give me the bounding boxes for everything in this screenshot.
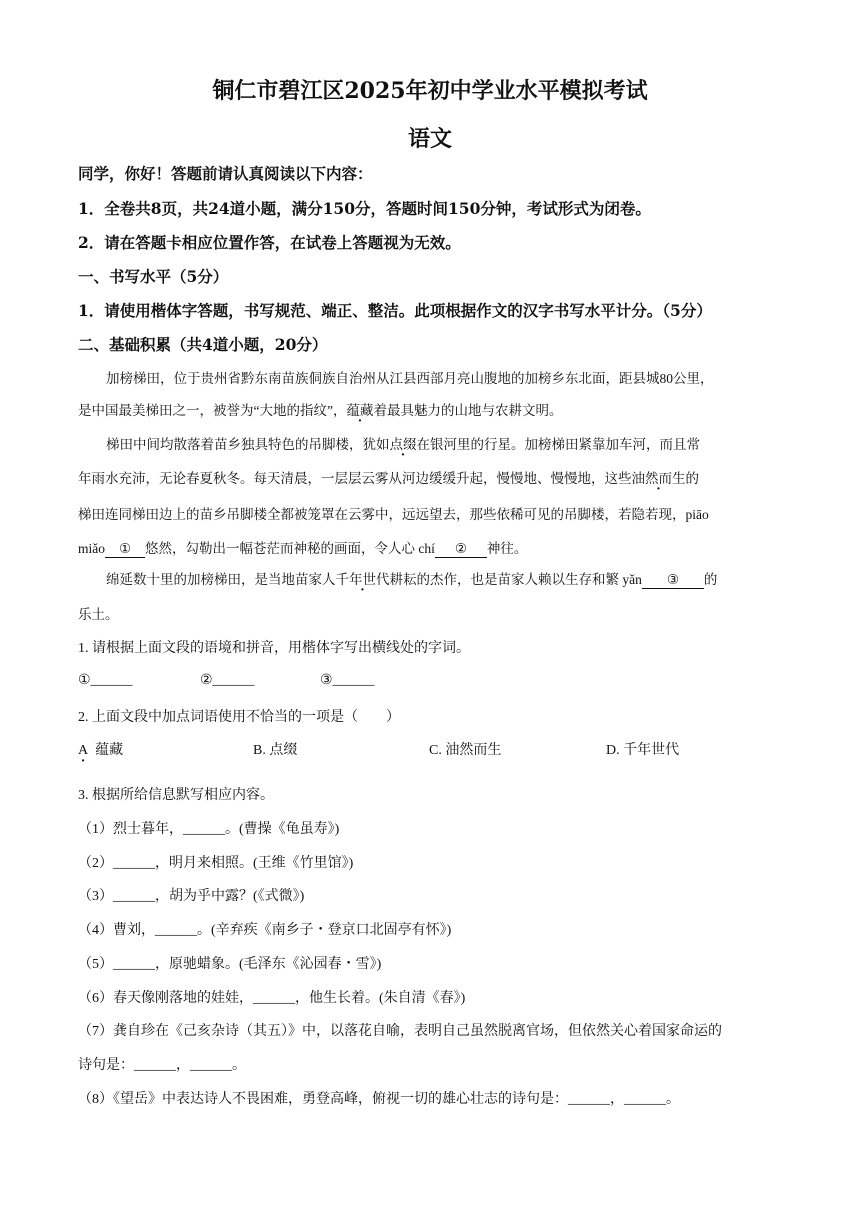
instruction-item-1: 1．全卷共8页，共24道小题，满分150分，答题时间150分钟，考试形式为闭卷。 (78, 199, 651, 218)
passage-text: 梯田中间均散落着苗乡独具特色的吊脚楼，犹如 (106, 437, 390, 452)
passage-p1-line2 (78, 399, 562, 419)
question-3-item-4: （4）曹刘，______。(辛弃疾《南乡子・登京口北固亭有怀》) (78, 923, 452, 938)
passage-text: 悠然，勾勒出一幅苍茫而神秘的画面，令人心 chí (145, 541, 435, 556)
fill-blank-2: ② (435, 541, 487, 558)
option-label: A · (78, 743, 88, 759)
question-3-item-7-line-2: 诗句是：______，______。 (78, 1058, 246, 1073)
question-3-item-3: （3）______，胡为乎中露？(《式微》) (78, 889, 305, 904)
fill-blank-1: ① (105, 541, 145, 558)
passage-p3-line2: 乐土。 (78, 607, 119, 622)
exam-title: 铜仁市碧江区2025年初中学业水平模拟考试 (212, 78, 648, 104)
question-3-item-6: （6）春天像刚落地的娃娃，______，他生长着。(朱自清《春》) (78, 991, 466, 1006)
question-2-option-a (78, 739, 123, 759)
option-text: 蕴藏 (95, 743, 124, 758)
section-2-heading: 二、基础积累（共4道小题，20分） (78, 335, 328, 354)
question-3-item-8: （8）《望岳》中表达诗人不畏困难，勇登高峰，俯视一切的雄心壮志的诗句是：______，______。 (78, 1092, 680, 1107)
passage-text: 是中国最美梯田之一，被誉为“大地的指纹”， (78, 403, 347, 418)
emphasized-word: 蕴藏 (346, 403, 374, 418)
question-3-prompt: 3. 根据所给信息默写相应内容。 (78, 788, 274, 803)
question-2-option-d: D. 千年世代 (606, 743, 680, 758)
question-1-blank-1: ①______ (78, 673, 133, 688)
passage-text: 神往。 (486, 541, 528, 556)
passage-text: miǎo (78, 541, 105, 556)
question-3-item-7-line-1: （7）龚自珍在《己亥杂诗（其五）》中，以落花自喻，表明自己虽然脱离官场，但依然关心着国家命运的 (78, 1024, 722, 1039)
passage-p2-line3: 梯田连同梯田边上的苗乡吊脚楼全都被笼罩在云雾中，远远望去，那些依稀可见的吊脚楼，若隐若现，piāo (78, 507, 709, 522)
question-3-item-1: （1）烈士暮年，______。(曹操《龟虽寿》) (78, 822, 340, 837)
question-3-item-5: （5）______，原驰蜡象。(毛泽东《沁园春・雪》) (78, 957, 382, 972)
question-2-option-c: C. 油然而生 (429, 743, 502, 758)
passage-text: 在银河里的行星。加榜梯田紧靠加车河，而且常 (416, 437, 700, 452)
question-1-blank-2: ②______ (200, 673, 255, 688)
subject-title: 语文 (407, 126, 452, 152)
emphasized-word: 千年世代 (335, 572, 390, 587)
fill-blank-3: ③ (642, 572, 704, 589)
emphasized-word: 油然而生 (631, 471, 686, 486)
passage-text: 耕耘的杰作，也是苗家人赖以生存和繁 yǎn (389, 572, 642, 587)
emphasized-word: 点缀 (389, 437, 417, 452)
passage-text: 绵延数十里的加榜梯田，是当地苗家人 (106, 572, 336, 587)
passage-p2-line1 (106, 433, 700, 453)
question-2-option-b: B. 点缀 (253, 743, 298, 758)
question-2-prompt: 2. 上面文段中加点词语使用不恰当的一项是（ ） (78, 710, 400, 725)
passage-p3-line1 (106, 568, 717, 589)
passage-text: 的 (685, 471, 699, 486)
instruction-item-2: 2．请在答题卡相应位置作答，在试卷上答题视为无效。 (78, 233, 461, 252)
question-1-blank-3: ③______ (320, 673, 375, 688)
question-3-item-2: （2）______，明月来相照。(王维《竹里馆》) (78, 856, 354, 871)
section-1-question: 1．请使用楷体字答题，书写规范、端正、整洁。此项根据作文的汉字书写水平计分。（5分） (78, 301, 712, 320)
passage-text: 年雨水充沛，无论春夏秋冬。每天清晨，一层层云雾从河边缓缓升起，慢慢地、慢慢地，这些 (78, 471, 632, 486)
passage-p1-line1: 加榜梯田，位于贵州省黔东南苗族侗族自治州从江县西部月亮山腹地的加榜乡东北面，距县城80公里， (106, 371, 714, 386)
section-1-heading: 一、书写水平（5分） (78, 267, 229, 286)
passage-p2-line2 (78, 467, 699, 487)
passage-p2-line4 (78, 537, 527, 558)
passage-text: 着最具魅力的山地与农耕文明。 (373, 403, 563, 418)
question-1-prompt: 1. 请根据上面文段的语境和拼音，用楷体字写出横线处的字词。 (78, 641, 470, 656)
instructions-greeting: 同学，你好！答题前请认真阅读以下内容： (78, 164, 373, 183)
passage-text: 的 (703, 572, 718, 587)
